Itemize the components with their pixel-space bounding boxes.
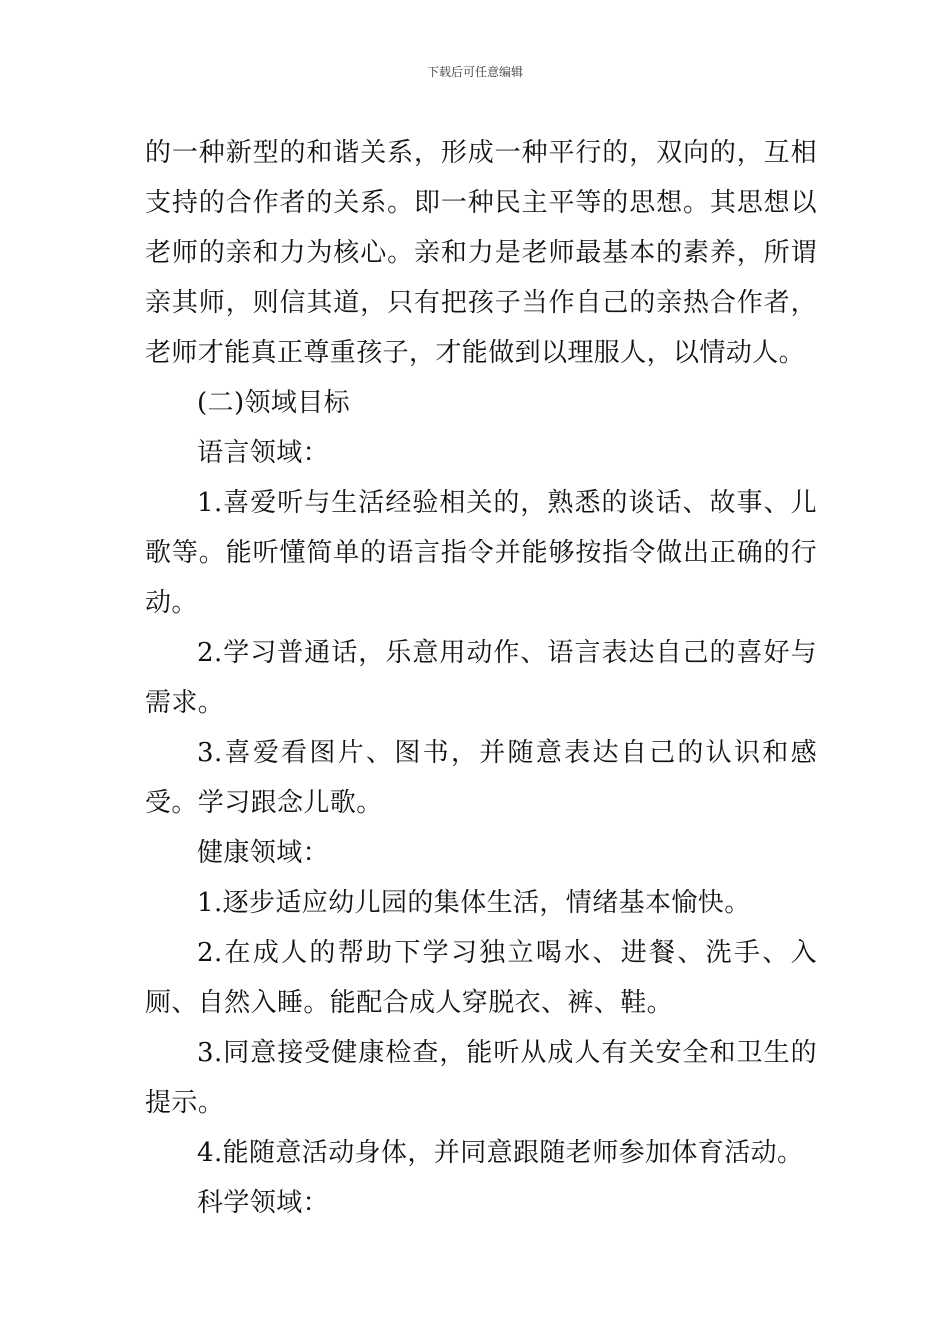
list-item-health-4: 4.能随意活动身体，并同意跟随老师参加体育活动。 [197,1138,804,1168]
list-item-health-2: 2.在成人的帮助下学习独立喝水、进餐、洗手、入厕、自然入睡。能配合成人穿脱衣、裤、鞋。 [145,938,817,1018]
subheading-language-domain: 语言领域： [197,438,330,468]
list-item-language-3: 3.喜爱看图片、图书，并随意表达自己的认识和感受。学习跟念儿歌。 [145,738,817,818]
paragraph-continuation: 的一种新型的和谐关系，形成一种平行的，双向的，互相支持的合作者的关系。即一种民主平等的思想。其思想以老师的亲和力为核心。亲和力是老师最基本的素养，所谓亲其师，则信其道，只有把孩子当作自己的亲热合作者，老师才能真正尊重孩子，才能做到以理服人，以情动人。 [145,138,817,368]
list-item-health-1: 1.逐步适应幼儿园的集体生活，情绪基本愉快。 [197,888,751,918]
list-item-language-1: 1.喜爱听与生活经验相关的，熟悉的谈话、故事、儿歌等。能听懂简单的语言指令并能够按指令做出正确的行动。 [145,488,817,618]
page-header: 下载后可任意编辑 [426,65,523,79]
document-body [145,128,817,1228]
subheading-science-domain: 科学领域： [197,1188,330,1218]
list-item-health-3: 3.同意接受健康检查，能听从成人有关安全和卫生的提示。 [145,1038,817,1118]
list-item-language-2: 2.学习普通话，乐意用动作、语言表达自己的喜好与需求。 [145,638,817,718]
section-heading-domain-goals: (二)领域目标 [197,388,351,418]
subheading-health-domain: 健康领域： [197,838,330,868]
